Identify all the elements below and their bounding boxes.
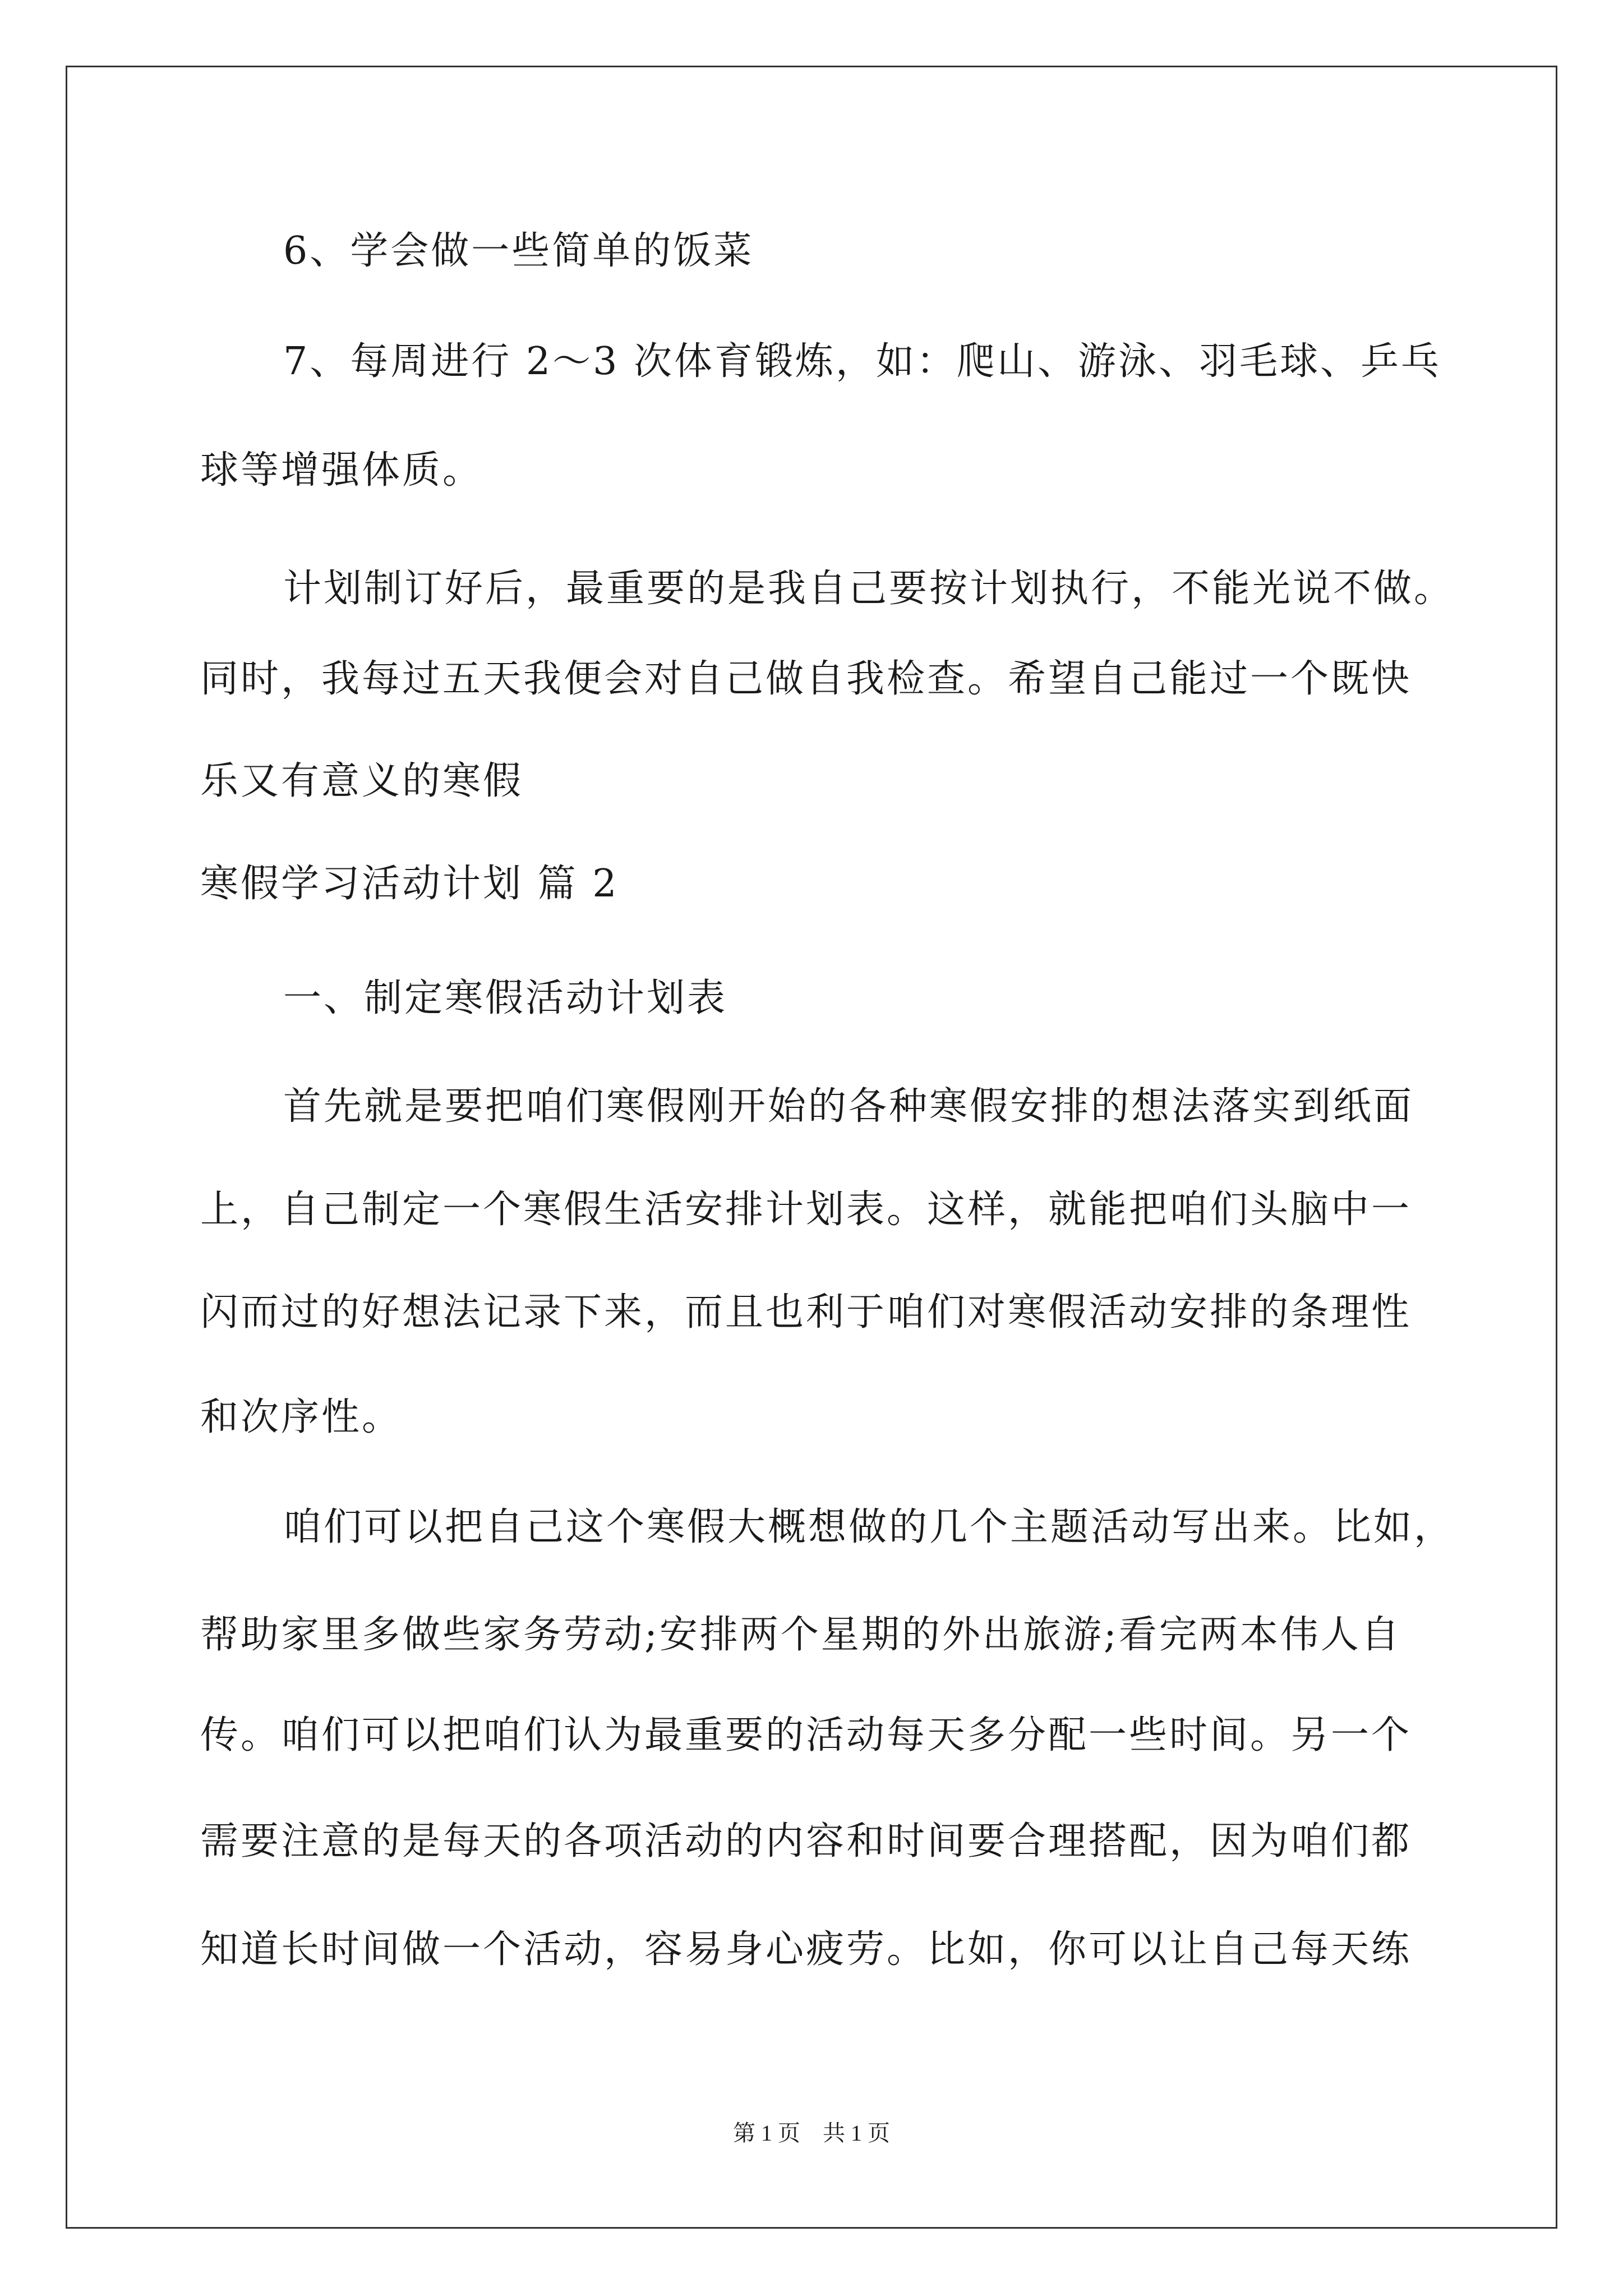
paragraph-line: 计划制订好后，最重要的是我自己要按计划执行，不能光说不做。 (283, 567, 1455, 611)
paragraph-line: 上，自己制定一个寒假生活安排计划表。这样，就能把咱们头脑中一 (200, 1188, 1412, 1232)
section-heading: 寒假学习活动计划 篇 2 (200, 862, 619, 906)
page-border (66, 66, 1557, 2229)
paragraph-line: 传。咱们可以把咱们认为最重要的活动每天多分配一些时间。另一个 (200, 1713, 1412, 1757)
list-item-7-continued: 球等增强体质。 (200, 448, 483, 493)
paragraph-line: 帮助家里多做些家务劳动;安排两个星期的外出旅游;看完两本伟人自 (200, 1613, 1401, 1657)
paragraph-line: 咱们可以把自己这个寒假大概想做的几个主题活动写出来。比如， (283, 1505, 1455, 1549)
paragraph-line: 同时，我每过五天我便会对自己做自我检查。希望自己能过一个既快 (200, 657, 1412, 701)
paragraph-line: 和次序性。 (200, 1395, 403, 1439)
paragraph-line: 首先就是要把咱们寒假刚开始的各种寒假安排的想法落实到纸面 (283, 1084, 1414, 1129)
page-number-footer: 第 1 页 共 1 页 (733, 2120, 890, 2146)
list-item-7: 7、每周进行 2～3 次体育锻炼，如：爬山、游泳、羽毛球、乒乓 (283, 339, 1442, 384)
paragraph-line: 乐又有意义的寒假 (200, 759, 524, 803)
paragraph-line: 闪而过的好想法记录下来，而且也利于咱们对寒假活动安排的条理性 (200, 1290, 1412, 1335)
subsection-heading: 一、制定寒假活动计划表 (283, 976, 728, 1020)
paragraph-line: 需要注意的是每天的各项活动的内容和时间要合理搭配，因为咱们都 (200, 1819, 1412, 1864)
list-item-6: 6、学会做一些简单的饭菜 (283, 229, 754, 273)
paragraph-line: 知道长时间做一个活动，容易身心疲劳。比如，你可以让自己每天练 (200, 1927, 1412, 1972)
